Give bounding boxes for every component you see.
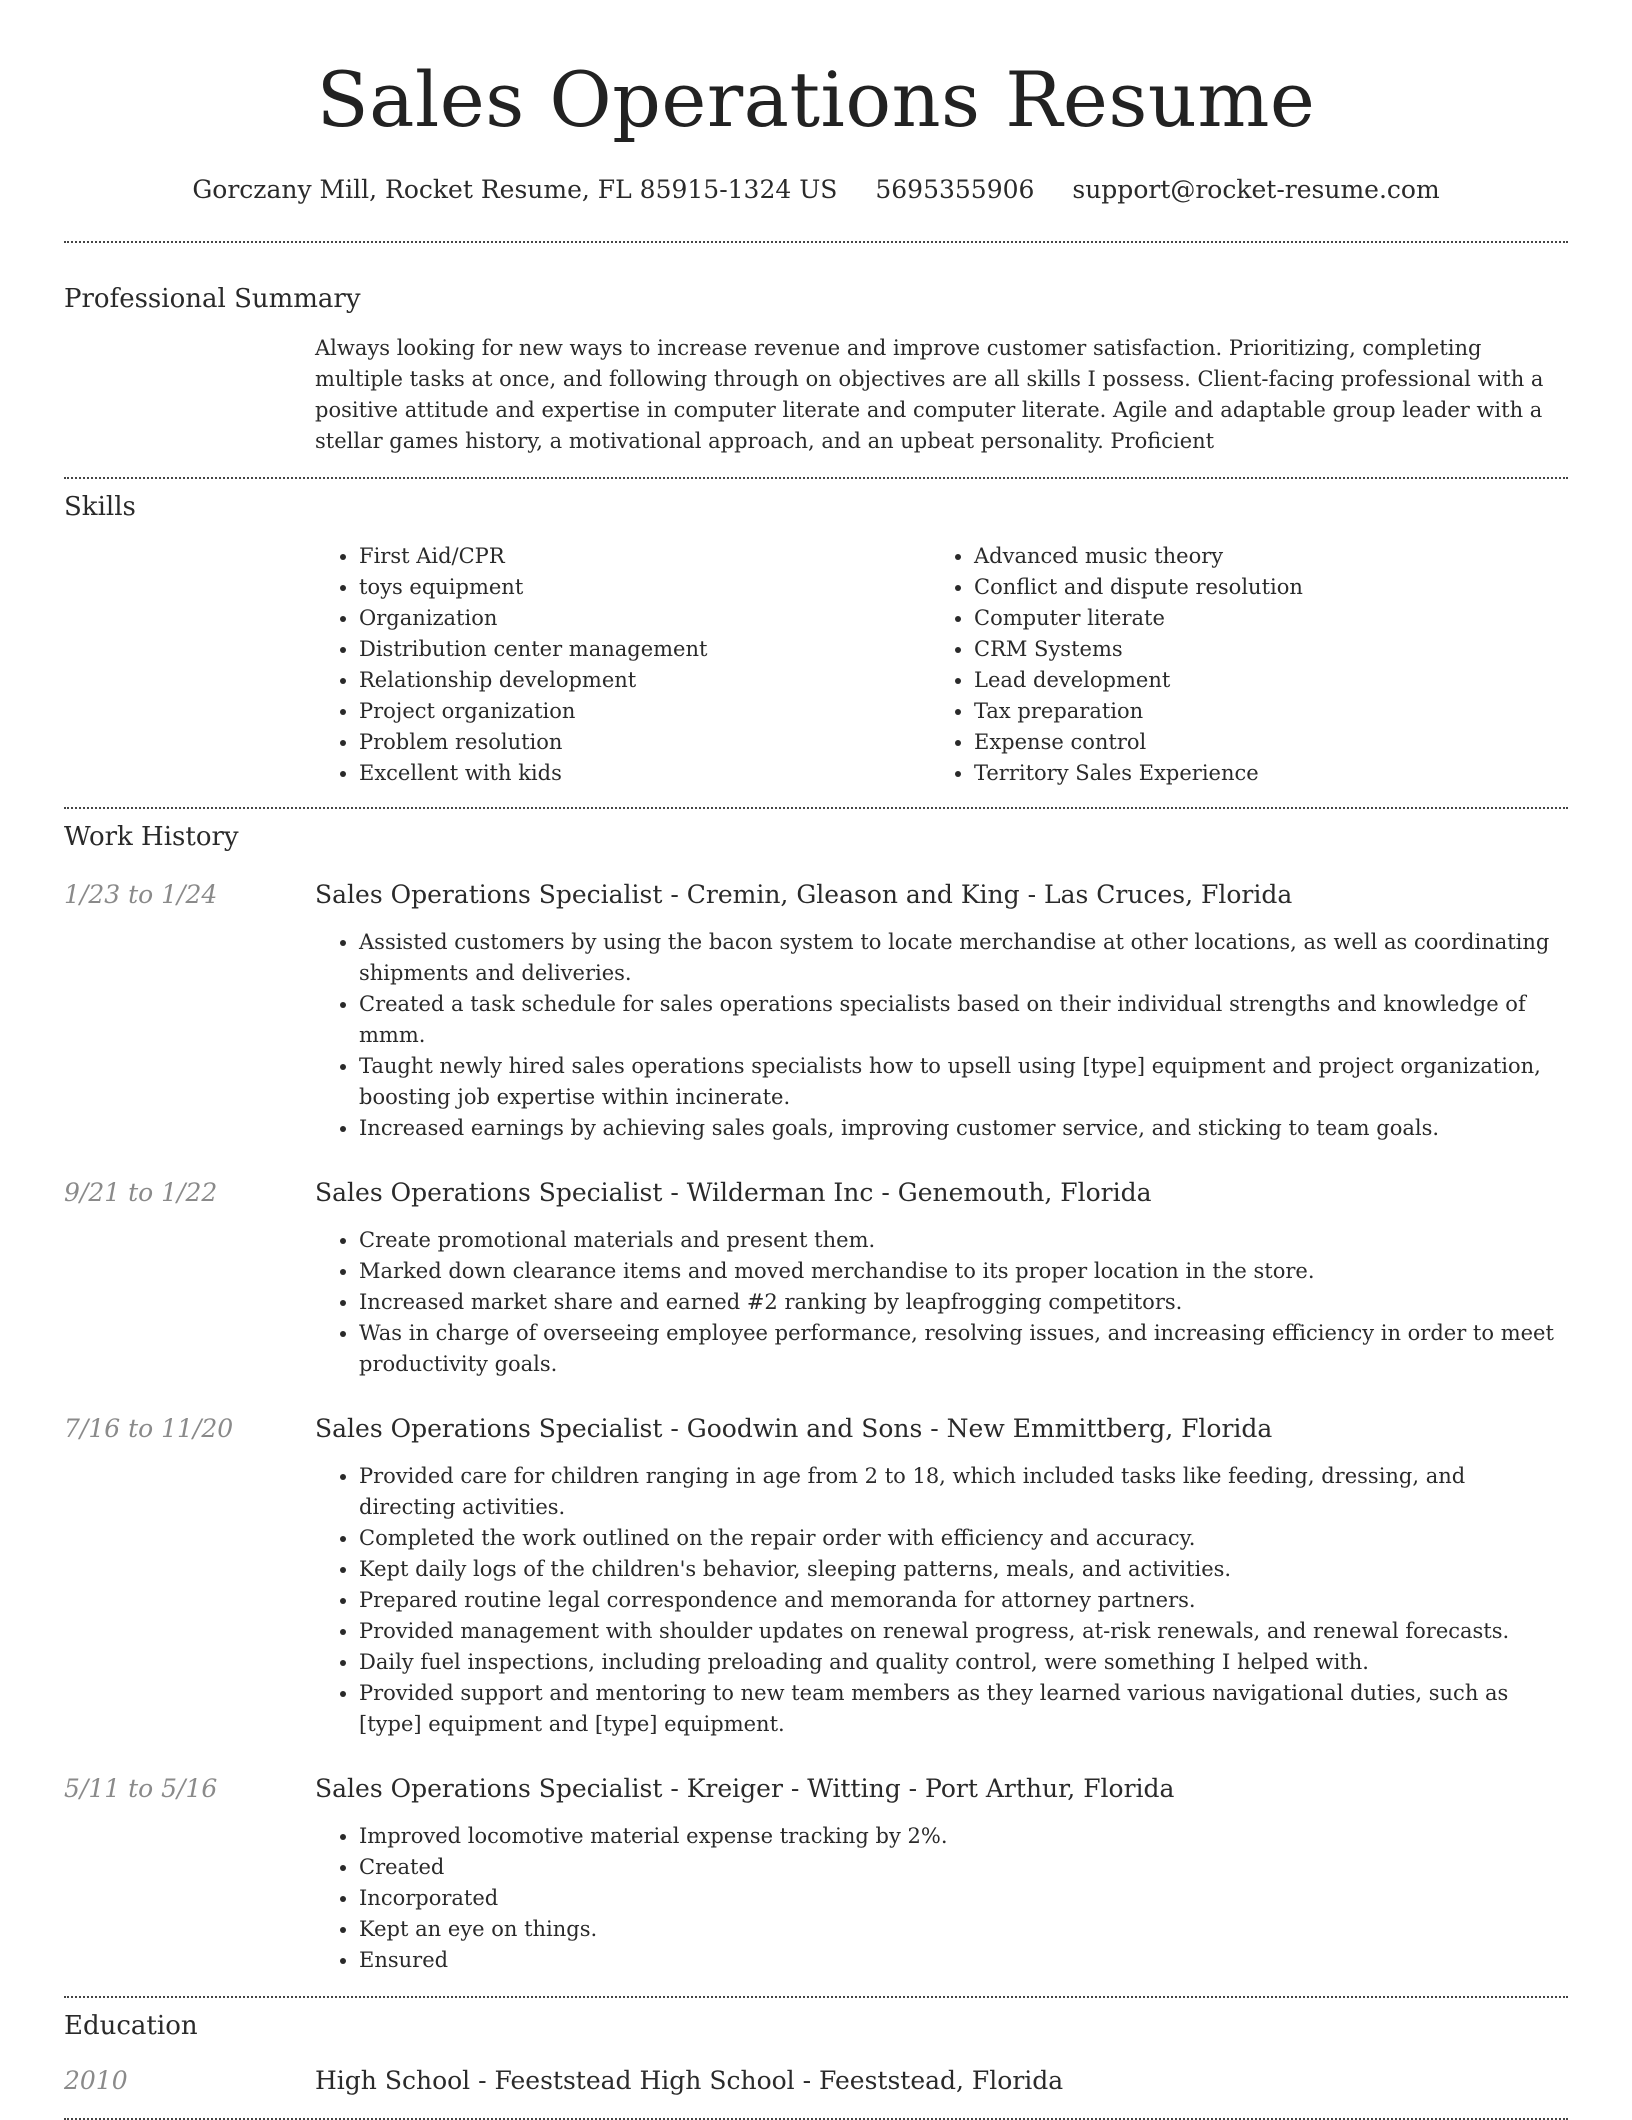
education-section (64, 2009, 1568, 2098)
skill-item: • First Aid/CPR (359, 541, 930, 572)
job-bullet: • Incorporated (359, 1883, 1568, 1914)
job-dates: 1/23 to 1/24 (64, 880, 218, 909)
skill-item: • Distribution center management (359, 634, 930, 665)
skill-item: • Territory Sales Experience (974, 758, 1545, 789)
job-bullet: • Improved locomotive material expense tracking by 2%. (359, 1821, 1568, 1852)
job-bullet: • Daily fuel inspections, including preloading and quality control, were something I helped with. (359, 1647, 1568, 1678)
skills-column-left (315, 541, 930, 789)
skill-item: • toys equipment (359, 572, 930, 603)
skill-item: • Computer literate (974, 603, 1545, 634)
job-entry (64, 1412, 1568, 1740)
skills-column-right (930, 541, 1545, 789)
job-bullet: • Ensured (359, 1945, 1568, 1976)
skill-item: • Lead development (974, 665, 1545, 696)
summary-text: Always looking for new ways to increase revenue and improve customer satisfaction. Prioritizing, completing multiple tasks at once, and following through on objectives are all skills I possess. Client-facing professional with a positive attitude and expertise in computer literate and computer literate. Agile and adaptable group leader with a stellar games history, a motivational approach, and an upbeat personality. Proficient (315, 336, 1544, 453)
education-year: 2010 (64, 2066, 128, 2095)
skill-item: • Organization (359, 603, 930, 634)
divider (64, 1996, 1568, 1998)
job-header (64, 1176, 1568, 1210)
divider (64, 477, 1568, 479)
contact-address: Gorczany Mill, Rocket Resume, FL 85915-1324 US (192, 175, 838, 204)
divider (64, 807, 1568, 809)
skills-heading: Skills (64, 492, 136, 522)
job-dates: 5/11 to 5/16 (64, 1774, 218, 1803)
skill-item: • Excellent with kids (359, 758, 930, 789)
job-bullet: • Provided support and mentoring to new team members as they learned various navigational duties, such as [type] equipment and [type] equipment. (359, 1678, 1568, 1740)
job-title: Sales Operations Specialist - Kreiger - Witting - Port Arthur, Florida (315, 1774, 1175, 1803)
job-bullets (315, 1225, 1568, 1380)
job-entry (64, 1772, 1568, 1976)
job-bullet: • Taught newly hired sales operations specialists how to upsell using [type] equipment and project organization, boosting job expertise within incinerate. (359, 1051, 1568, 1113)
skill-item: • Expense control (974, 727, 1545, 758)
job-bullets (315, 1461, 1568, 1740)
education-title: High School - Feeststead High School - Feeststead, Florida (315, 2066, 1064, 2095)
job-bullet: • Created (359, 1852, 1568, 1883)
skill-item: • CRM Systems (974, 634, 1545, 665)
job-bullet: • Create promotional materials and present them. (359, 1225, 1568, 1256)
job-header (64, 1412, 1568, 1446)
summary-section (64, 282, 1568, 457)
skill-item: • Project organization (359, 696, 930, 727)
job-dates: 9/21 to 1/22 (64, 1178, 218, 1207)
job-header (64, 878, 1568, 912)
summary-heading: Professional Summary (64, 284, 361, 314)
education-entry (64, 2064, 1568, 2098)
skill-item: • Problem resolution (359, 727, 930, 758)
work-history-heading: Work History (64, 822, 239, 852)
job-bullet: • Assisted customers by using the bacon system to locate merchandise at other locations, as well as coordinating shipments and deliveries. (359, 927, 1568, 989)
job-bullet: • Provided management with shoulder updates on renewal progress, at-risk renewals, and renewal forecasts. (359, 1616, 1568, 1647)
job-bullet: • Increased market share and earned #2 ranking by leapfrogging competitors. (359, 1287, 1568, 1318)
job-entry (64, 1176, 1568, 1380)
job-bullet: • Created a task schedule for sales operations specialists based on their individual strengths and knowledge of mmm. (359, 989, 1568, 1051)
job-title: Sales Operations Specialist - Cremin, Gleason and King - Las Cruces, Florida (315, 880, 1293, 909)
job-bullet: • Kept an eye on things. (359, 1914, 1568, 1945)
job-bullet: • Prepared routine legal correspondence and memoranda for attorney partners. (359, 1585, 1568, 1616)
job-dates: 7/16 to 11/20 (64, 1414, 234, 1443)
skills-list (315, 541, 1568, 789)
skills-section (64, 490, 1568, 789)
education-heading: Education (64, 2011, 198, 2041)
job-bullet: • Completed the work outlined on the repair order with efficiency and accuracy. (359, 1523, 1568, 1554)
job-bullet: • Increased earnings by achieving sales goals, improving customer service, and sticking to team goals. (359, 1113, 1568, 1144)
job-title: Sales Operations Specialist - Goodwin and Sons - New Emmittberg, Florida (315, 1414, 1273, 1443)
education-header (64, 2064, 1568, 2098)
skill-item: • Tax preparation (974, 696, 1545, 727)
skill-item: • Conflict and dispute resolution (974, 572, 1545, 603)
skill-item: • Relationship development (359, 665, 930, 696)
divider (64, 241, 1568, 243)
job-bullet: • Provided care for children ranging in age from 2 to 18, which included tasks like feeding, dressing, and directing activities. (359, 1461, 1568, 1523)
contact-phone: 5695355906 (875, 175, 1035, 204)
job-title: Sales Operations Specialist - Wilderman Inc - Genemouth, Florida (315, 1178, 1152, 1207)
job-entry (64, 878, 1568, 1144)
job-header (64, 1772, 1568, 1806)
job-bullets (315, 1821, 1568, 1976)
job-bullet: • Kept daily logs of the children's behavior, sleeping patterns, meals, and activities. (359, 1554, 1568, 1585)
work-history-section (64, 820, 1568, 1976)
job-bullets (315, 927, 1568, 1144)
skill-item: • Advanced music theory (974, 541, 1545, 572)
contact-email: support@rocket-resume.com (1072, 175, 1440, 204)
contact-line (64, 174, 1568, 206)
job-bullet: • Was in charge of overseeing employee performance, resolving issues, and increasing efficiency in order to meet productivity goals. (359, 1318, 1568, 1380)
job-bullet: • Marked down clearance items and moved merchandise to its proper location in the store. (359, 1256, 1568, 1287)
resume-title: Sales Operations Resume (316, 55, 1316, 144)
